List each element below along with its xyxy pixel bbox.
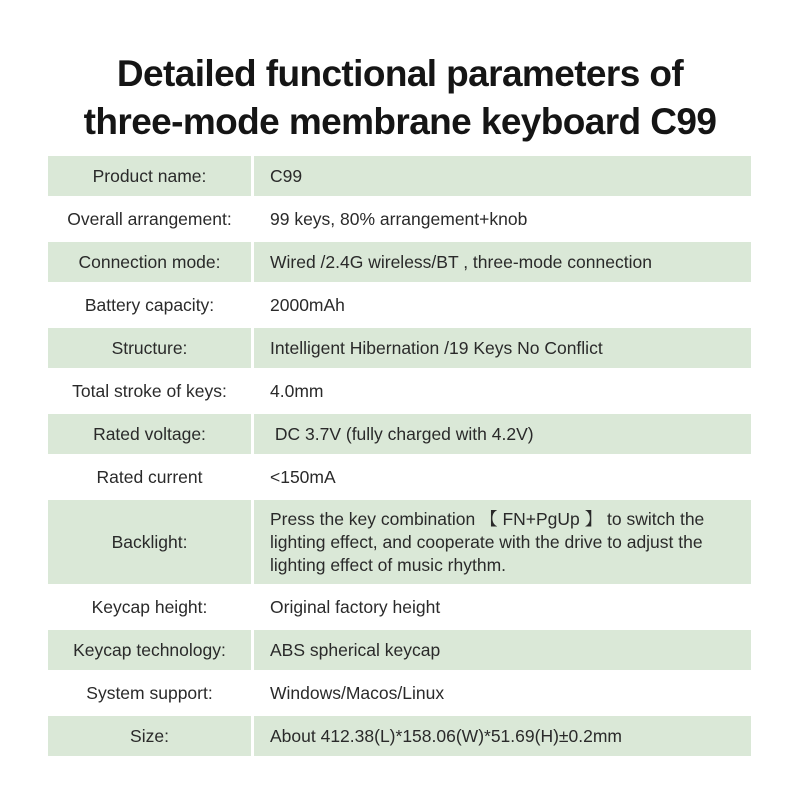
- spec-label: Overall arrangement:: [48, 199, 251, 239]
- spec-label: Structure:: [48, 328, 251, 368]
- spec-label: Keycap height:: [48, 587, 251, 627]
- spec-value: 4.0mm: [254, 371, 751, 411]
- spec-value: Press the key combination 【 FN+PgUp 】 to switch the lighting effect, and cooperate with the drive to adjust the lighting effect of music rhythm.: [254, 500, 751, 584]
- spec-value: ABS spherical keycap: [254, 630, 751, 670]
- spec-value: Original factory height: [254, 587, 751, 627]
- spec-value: About 412.38(L)*158.06(W)*51.69(H)±0.2mm: [254, 716, 751, 756]
- spec-value: Wired /2.4G wireless/BT , three-mode connection: [254, 242, 751, 282]
- spec-value: 2000mAh: [254, 285, 751, 325]
- spec-label: Battery capacity:: [48, 285, 251, 325]
- spec-value: DC 3.7V (fully charged with 4.2V): [254, 414, 751, 454]
- spec-row-system-support: [48, 673, 751, 713]
- spec-row-product-name: [48, 156, 751, 196]
- spec-row-keycap-height: [48, 587, 751, 627]
- spec-row-rated-voltage: [48, 414, 751, 454]
- spec-label: Keycap technology:: [48, 630, 251, 670]
- spec-label: Rated current: [48, 457, 251, 497]
- spec-table: [48, 156, 751, 759]
- spec-label: Rated voltage:: [48, 414, 251, 454]
- spec-value: 99 keys, 80% arrangement+knob: [254, 199, 751, 239]
- spec-label: Connection mode:: [48, 242, 251, 282]
- spec-row-keycap-technology: [48, 630, 751, 670]
- spec-value: C99: [254, 156, 751, 196]
- spec-row-connection-mode: [48, 242, 751, 282]
- spec-row-backlight: [48, 500, 751, 584]
- page-title: [0, 50, 800, 146]
- spec-row-total-stroke: [48, 371, 751, 411]
- spec-row-rated-current: [48, 457, 751, 497]
- spec-label: Size:: [48, 716, 251, 756]
- title-line-1: Detailed functional parameters of: [116, 53, 684, 94]
- spec-value: Intelligent Hibernation /19 Keys No Conflict: [254, 328, 751, 368]
- spec-row-battery-capacity: [48, 285, 751, 325]
- spec-label: Total stroke of keys:: [48, 371, 251, 411]
- spec-value: <150mA: [254, 457, 751, 497]
- spec-value: Windows/Macos/Linux: [254, 673, 751, 713]
- spec-label: Product name:: [48, 156, 251, 196]
- spec-row-overall-arrangement: [48, 199, 751, 239]
- spec-row-structure: [48, 328, 751, 368]
- spec-label: Backlight:: [48, 500, 251, 584]
- title-line-2: three-mode membrane keyboard C99: [83, 101, 717, 142]
- spec-row-size: [48, 716, 751, 756]
- spec-label: System support:: [48, 673, 251, 713]
